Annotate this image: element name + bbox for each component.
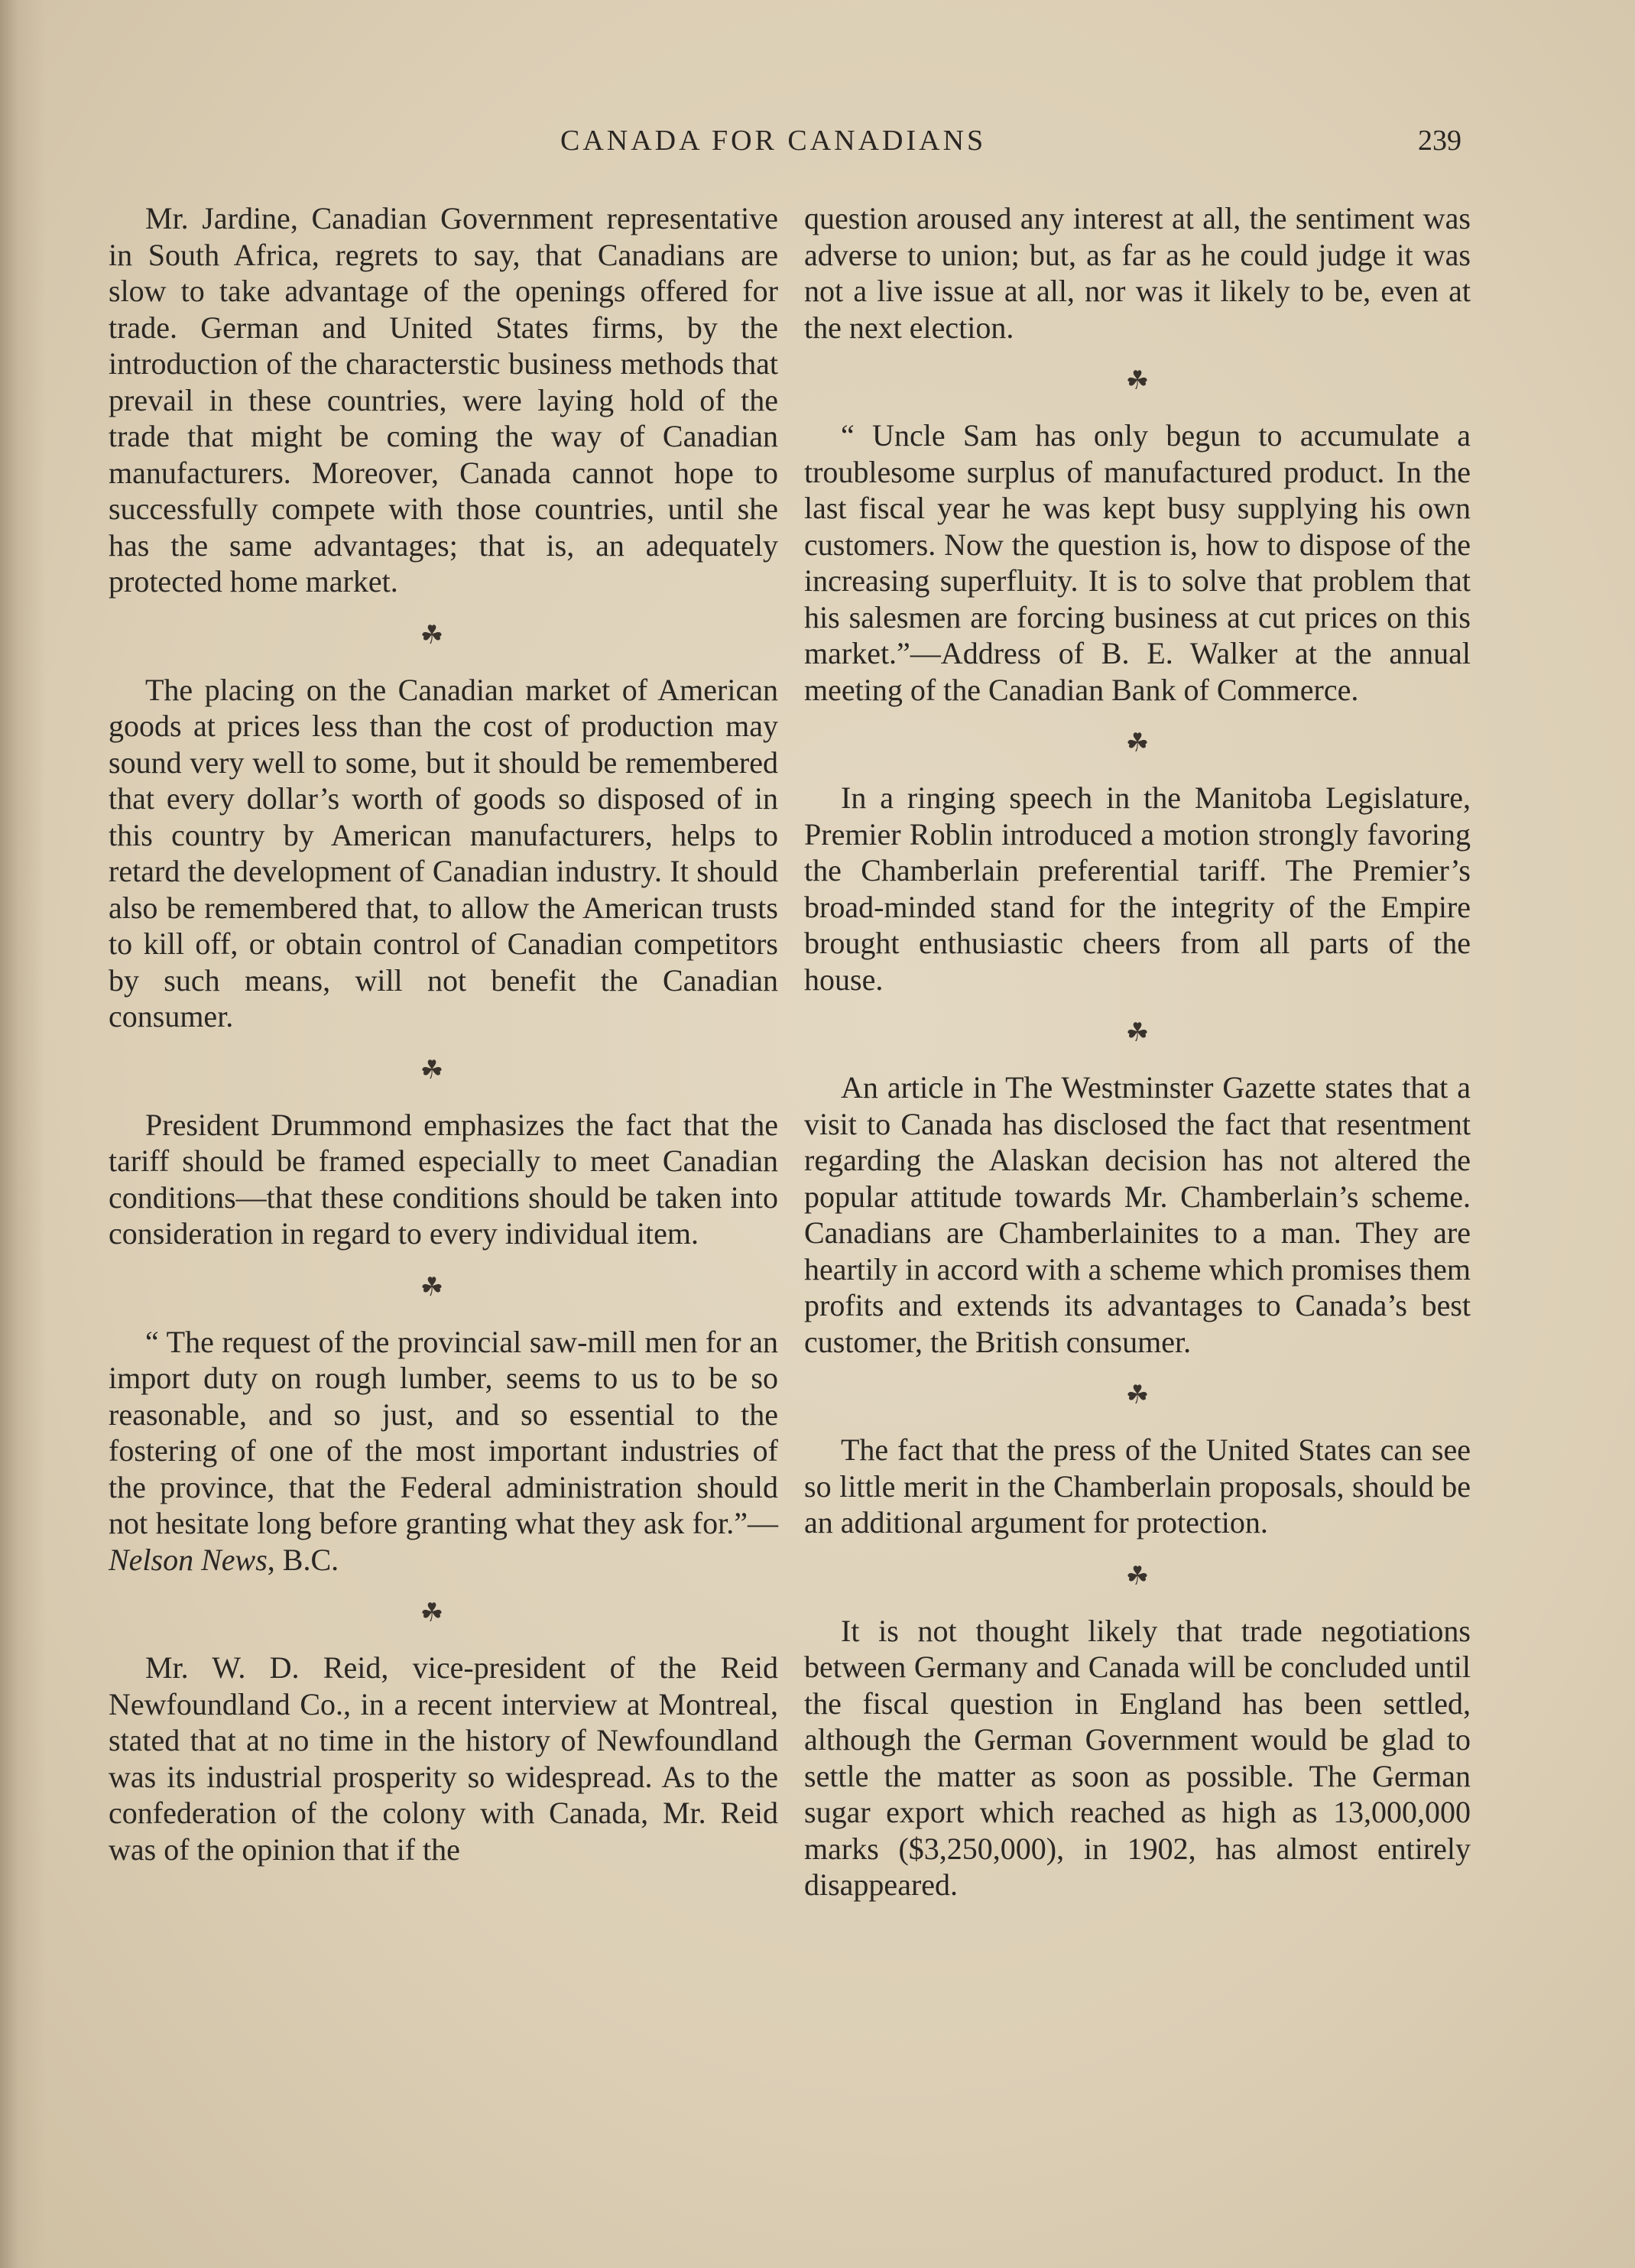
ornament-divider: ☘ xyxy=(420,1056,444,1085)
ornament-divider: ☘ xyxy=(420,1273,444,1302)
paragraph-westminster-gazette: An article in The Westminster Gazette states that a visit to Canada has disclosed the fact that resentment regarding the Alaskan decision has not altered the popular attitude towards Mr. Chamberlain’s scheme. Canadians are Chamberlainites to a man. They are heartily in accord with a scheme which promises them profits and extends its advantages to Canada’s best customer, the British consumer. xyxy=(804,1070,1471,1359)
paragraph-saw-mill-quote xyxy=(109,1324,778,1579)
left-column xyxy=(109,200,778,1867)
ornament-divider: ☘ xyxy=(1125,1562,1150,1591)
page-number: 239 xyxy=(1418,125,1461,157)
paragraph-reid: Mr. W. D. Reid, vice-president of the Reid Newfoundland Co., in a recent interview at Montreal, stated that at no time in the history of Newfoundland was its industrial prosperity so widespread. As to the confederation of the colony with Canada, Mr. Reid was of the opinion that if the xyxy=(109,1650,778,1867)
paragraph-drummond: President Drummond emphasizes the fact that the tariff should be framed especially to meet Canadian conditions—that these conditions should be taken into consideration in regard to every individual item. xyxy=(109,1107,778,1251)
paragraph-jardine: Mr. Jardine, Canadian Government representative in South Africa, regrets to say, that Canadians are slow to take advantage of the openings offered for trade. German and United States firms, by the introduction of the characterstic business methods that prevail in these countries, were laying hold of the trade that might be coming the way of Canadian manufacturers. Moreover, Canada cannot hope to successfully compete with those countries, until she has the same advantages; that is, an adequately protected home market. xyxy=(109,201,778,599)
paragraph-germany-trade: It is not thought likely that trade negotiations between Germany and Canada will be concluded until the fiscal question in England has been settled, although the German Government would be glad to settle the matter as soon as possible. The German sugar export which reached as high as 13,000,000 marks ($3,250,000), in 1902, has almost entirely disappeared. xyxy=(804,1613,1471,1902)
ornament-divider: ☘ xyxy=(420,1599,444,1627)
paragraph-united-states-press: The fact that the press of the United States can see so little merit in the Chamberlain proposals, should be an additional argument for protection. xyxy=(804,1433,1471,1540)
page-header xyxy=(0,124,1635,170)
paragraph-uncle-sam: “ Uncle Sam has only begun to accumulate a troublesome surplus of manufactured product. In the last fiscal year he was kept busy supplying his own customers. Now the question is, how to dispose of the increasing superfluity. It is to solve that problem that his salesmen are forcing business at cut prices on this market.”—Address of B. E. Walker at the annual meeting of the Canadian Bank of Commerce. xyxy=(804,418,1471,707)
ornament-divider: ☘ xyxy=(1125,367,1150,395)
ornament-divider: ☘ xyxy=(1125,729,1150,758)
running-title: CANADA FOR CANADIANS xyxy=(560,125,987,157)
ornament-divider: ☘ xyxy=(420,621,444,650)
quote-text: “ The request of the provincial saw-mill men for an import duty on rough lumber, seems to us to be so reasonable, and so just, and so essential to the fostering of one of the most important industries of the province, that the Federal administration should not hesitate long before granting what they ask for.”— xyxy=(109,1324,778,1540)
ornament-divider: ☘ xyxy=(1125,1381,1150,1410)
paragraph-reid-continued: question aroused any interest at all, the sentiment was adverse to union; but, as far as he could judge it was not a live issue at all, nor was it likely to be, even at the next election. xyxy=(804,201,1471,345)
quote-source-suffix: , B.C. xyxy=(267,1542,339,1577)
quote-source: Nelson News xyxy=(109,1542,268,1577)
right-column xyxy=(804,200,1471,1903)
paragraph-roblin: In a ringing speech in the Manitoba Legislature, Premier Roblin introduced a motion strongly favoring the Chamberlain preferential tariff. The Premier’s broad-minded stand for the integrity of the Empire brought enthusiastic cheers from all parts of the house. xyxy=(804,780,1471,997)
paragraph-american-goods: The placing on the Canadian market of American goods at prices less than the cost of production may sound very well to some, but it should be remembered that every dollar’s worth of goods so disposed of in this country by American manufacturers, helps to retard the development of Canadian industry. It should also be remembered that, to allow the American trusts to kill off, or obtain control of Canadian competitors by such means, will not benefit the Canadian consumer. xyxy=(109,672,778,1033)
page-gutter-shadow xyxy=(0,0,46,2268)
ornament-divider: ☘ xyxy=(1125,1019,1150,1047)
